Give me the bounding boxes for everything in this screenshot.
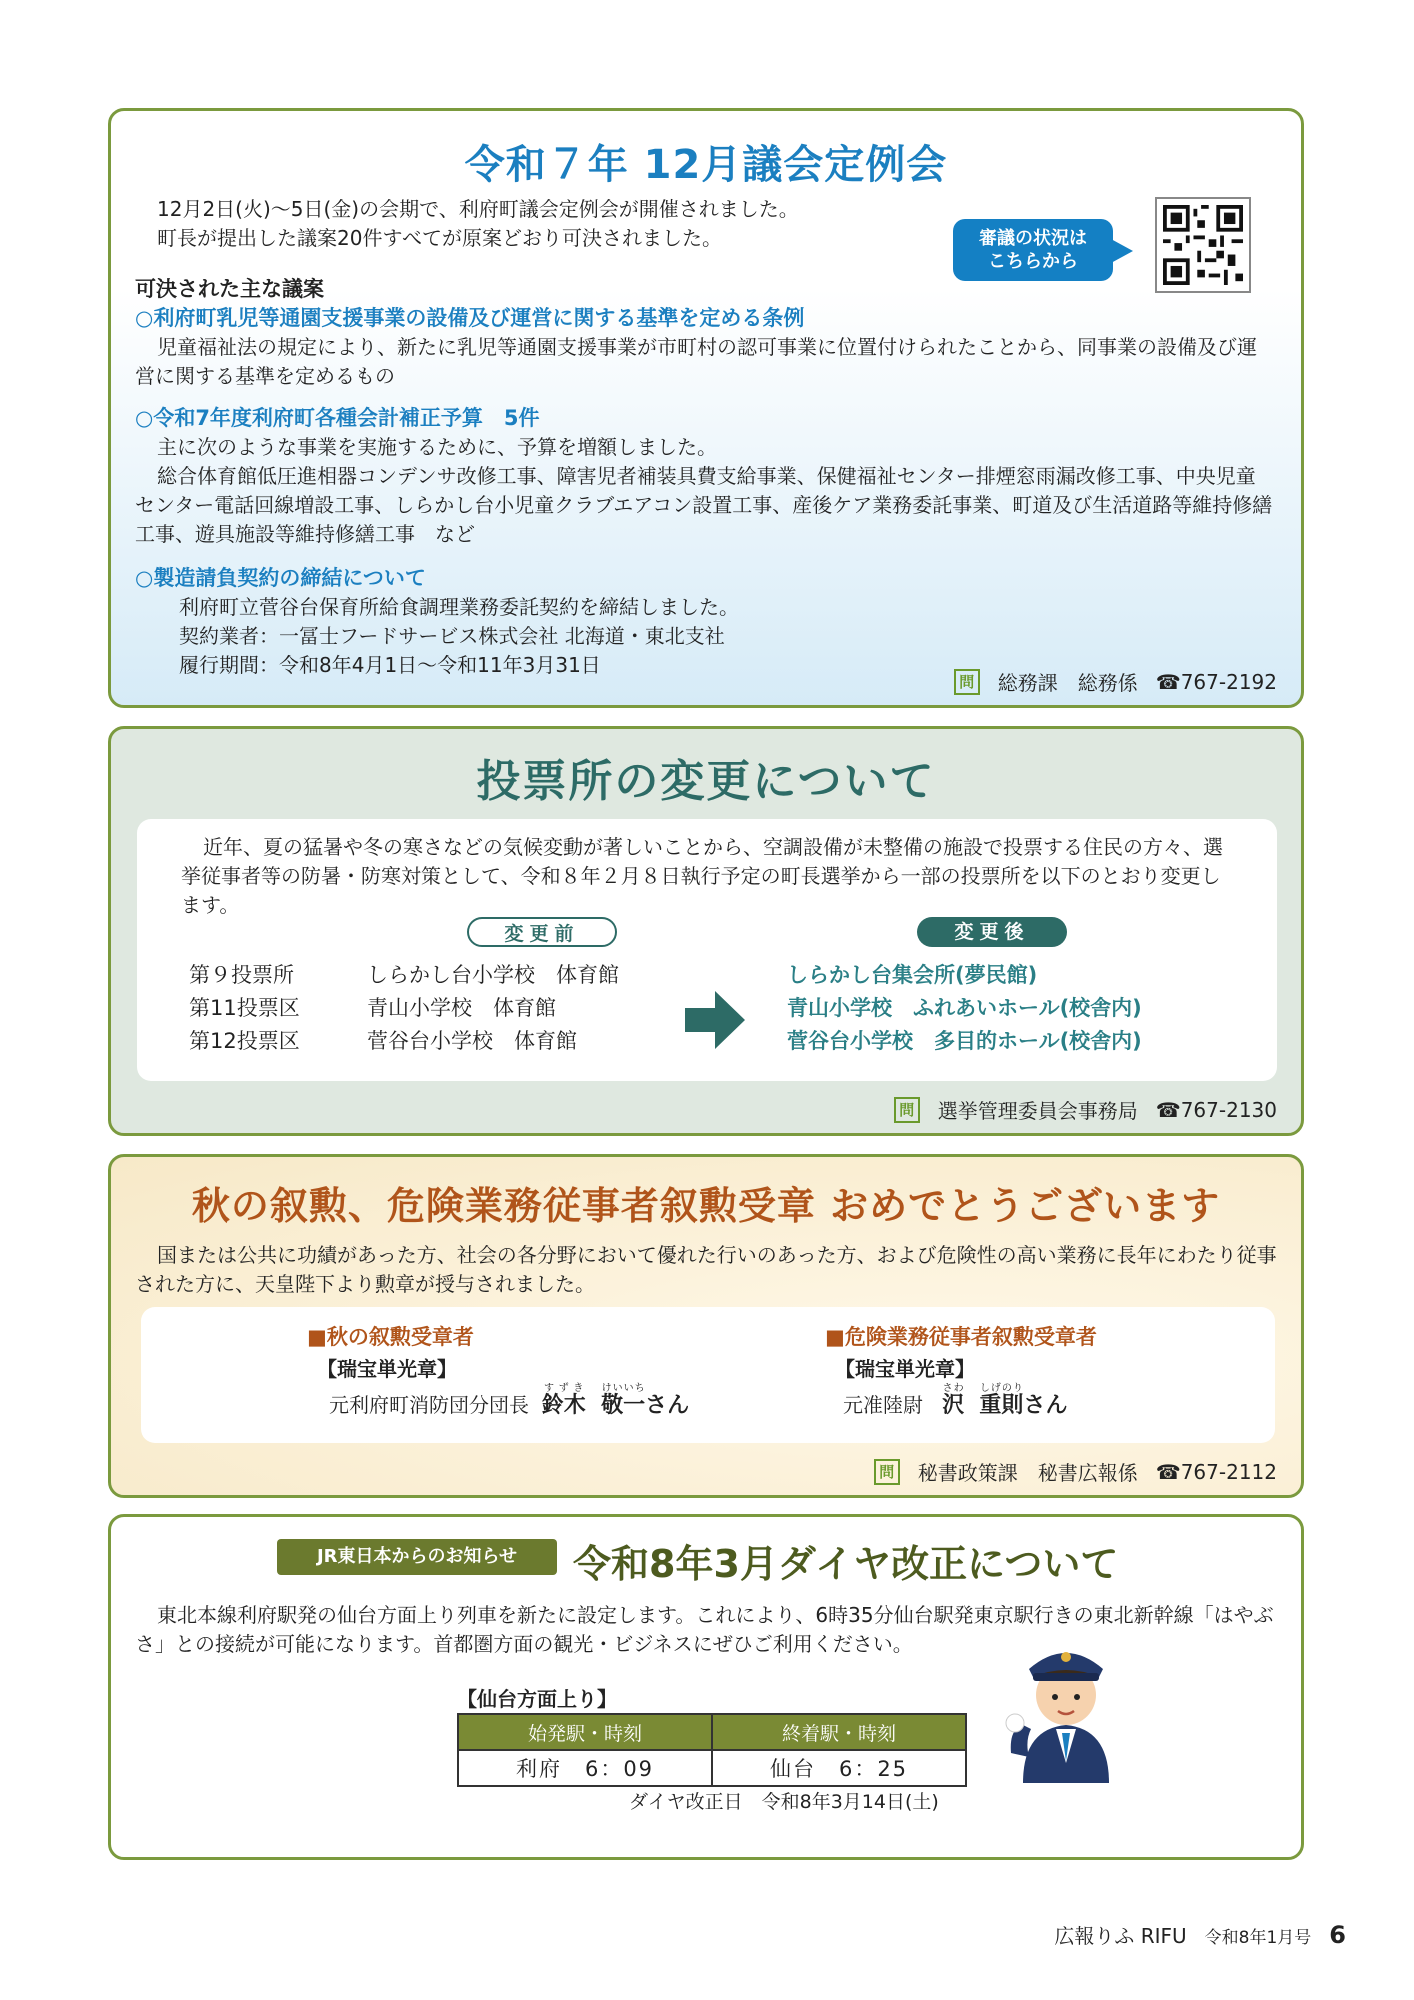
council-intro-line2: 町長が提出した議案20件すべてが原案どおり可決されました。 — [157, 226, 723, 250]
qr-callout-line2: こちらから — [988, 251, 1078, 272]
awards-intro: 国または公共に功績があった方、社会の各分野において優れた行いのあった方、および危険性の高い業務に長年にわたり従事された方に、天皇陛下より勲章が授与されました。 — [135, 1243, 1277, 1296]
after-venue: 菅谷台小学校 多目的ホール(校舎内) — [787, 1029, 1142, 1053]
polling-contact — [894, 1095, 1277, 1124]
contact-dept: 総務課 総務係 — [997, 671, 1138, 695]
publication-name: 広報りふ RIFU — [1054, 1924, 1187, 1948]
bills-heading: 可決された主な議案 — [135, 277, 324, 301]
bill-body: 総合体育館低圧進相器コンデンサ改修工事、障害児者補装具費支給事業、保健福祉センター排煙窓雨漏改修工事、中央児童センター電話回線増設工事、しらかし台小児童クラブエアコン設置工事、産後ケア業務委託事業、町道及び生活道路等維持修繕工事、遊具施設等維持修繕工事 など — [135, 464, 1273, 546]
jr-title: 令和8年3月ダイヤ改正について — [573, 1542, 1119, 1586]
qr-callout[interactable] — [953, 219, 1113, 281]
district-label: 第12投票区 — [189, 1029, 300, 1053]
recipient-name: 沢さわ 重則しげのりさん — [942, 1383, 1068, 1418]
bill-item — [135, 403, 1275, 549]
bill-item — [135, 563, 1275, 680]
autumn-award-medal: 【瑞宝単光章】 — [317, 1357, 457, 1381]
page-number: 6 — [1329, 1921, 1346, 1949]
after-label: 変更後 — [917, 917, 1067, 947]
table-row — [458, 1750, 966, 1786]
council-intro — [157, 195, 937, 253]
before-venue: しらかし台小学校 体育館 — [367, 963, 619, 987]
district-label: 第11投票区 — [189, 996, 300, 1020]
bill-body: 児童福祉法の規定により、新たに乳児等通園支援事業が市町村の認可事業に位置付けられたことから、同事業の設備及び運営に関する基準を定めるもの — [135, 335, 1257, 388]
recipient-role: 元利府町消防団分団長 — [329, 1393, 529, 1417]
council-contact — [954, 667, 1277, 696]
awards-contact — [874, 1457, 1277, 1486]
polling-panel — [137, 819, 1277, 1081]
inquiry-icon: 問 — [874, 1459, 900, 1485]
council-title: 令和７年 12月議会定例会 — [464, 142, 948, 188]
council-section — [108, 108, 1304, 708]
bill-title: ○令和7年度利府町各種会計補正予算 5件 — [135, 406, 540, 430]
jr-intro: 東北本線利府駅発の仙台方面上り列車を新たに設定します。これにより、6時35分仙台駅発東京駅行きの東北新幹線「はやぶさ」との接続が可能になります。首都圏方面の観光・ビジネスにぜひご利用ください。 — [135, 1603, 1274, 1656]
autumn-award-person — [329, 1383, 689, 1419]
bill-body: 履行期間：令和8年4月1日～令和11年3月31日 — [179, 653, 601, 677]
contact-dept: 選挙管理委員会事務局 — [937, 1099, 1138, 1123]
issue-label: 令和8年1月号 — [1204, 1928, 1312, 1948]
timetable-title: 【仙台方面上り】 — [457, 1687, 617, 1711]
council-intro-line1: 12月2日(火)～5日(金)の会期で、利府町議会定例会が開催されました。 — [157, 197, 799, 221]
bill-body: 利府町立菅谷台保育所給食調理業務委託契約を締結しました。 — [179, 595, 739, 619]
arrive-cell: 仙台 6：25 — [712, 1750, 966, 1786]
qr-callout-line1: 審議の状況は — [979, 228, 1087, 249]
depart-cell: 利府 6：09 — [458, 1750, 712, 1786]
arrow-right-icon — [685, 991, 745, 1049]
district-column — [189, 959, 300, 1058]
before-label: 変更前 — [467, 917, 617, 947]
contact-tel: ☎767-2130 — [1155, 1097, 1277, 1122]
after-venue: 青山小学校 ふれあいホール(校舎内) — [787, 996, 1142, 1020]
bill-body: 契約業者：一冨士フードサービス株式会社 北海道・東北支社 — [179, 624, 725, 648]
revision-date: ダイヤ改正日 令和8年3月14日(土) — [629, 1791, 939, 1813]
polling-title: 投票所の変更について — [476, 756, 936, 807]
autumn-award-heading: ■秋の叙勲受章者 — [307, 1325, 474, 1349]
before-venue: 菅谷台小学校 体育館 — [367, 1029, 577, 1053]
after-venue: しらかし台集会所(夢民館) — [787, 963, 1038, 987]
awards-title: 秋の叙勲、危険業務従事者叙勲受章 おめでとうございます — [191, 1184, 1221, 1228]
bill-item — [135, 303, 1275, 391]
bill-title: ○製造請負契約の締結について — [135, 566, 426, 590]
timetable — [457, 1713, 967, 1787]
polling-section — [108, 726, 1304, 1136]
conductor-illustration — [1001, 1633, 1131, 1783]
column-header: 始発駅・時刻 — [458, 1714, 712, 1750]
recipient-role: 元准陸尉 — [843, 1393, 923, 1417]
polling-body: 近年、夏の猛暑や冬の寒さなどの気候変動が著しいことから、空調設備が未整備の施設で投票する住民の方々、選挙従事者等の防暑・防寒対策として、令和８年２月８日執行予定の町長選挙から一部の投票所を以下のとおり変更します。 — [181, 835, 1223, 917]
contact-tel: ☎767-2192 — [1155, 669, 1277, 694]
bill-body: 主に次のような事業を実施するために、予算を増額しました。 — [157, 435, 717, 459]
district-label: 第９投票所 — [189, 963, 294, 987]
hazard-award-heading: ■危険業務従事者叙勲受章者 — [825, 1325, 1097, 1349]
inquiry-icon: 問 — [894, 1097, 920, 1123]
awards-section — [108, 1154, 1304, 1498]
contact-tel: ☎767-2112 — [1155, 1459, 1277, 1484]
hazard-award-person — [843, 1383, 1067, 1419]
after-column — [787, 959, 1142, 1058]
before-column — [367, 959, 619, 1058]
hazard-award-medal: 【瑞宝単光章】 — [835, 1357, 975, 1381]
jr-section — [108, 1514, 1304, 1860]
page-footer — [1054, 1920, 1346, 1949]
table-header-row — [458, 1714, 966, 1750]
qr-code-icon[interactable] — [1155, 197, 1251, 293]
inquiry-icon: 問 — [954, 669, 980, 695]
contact-dept: 秘書政策課 秘書広報係 — [917, 1461, 1138, 1485]
bill-title: ○利府町乳児等通園支援事業の設備及び運営に関する基準を定める条例 — [135, 306, 805, 330]
jr-badge: JR東日本からのお知らせ — [277, 1539, 557, 1575]
recipient-name: 鈴木すずき 敬一けいいちさん — [541, 1383, 690, 1418]
before-venue: 青山小学校 体育館 — [367, 996, 556, 1020]
column-header: 終着駅・時刻 — [712, 1714, 966, 1750]
awards-panel — [141, 1307, 1275, 1443]
